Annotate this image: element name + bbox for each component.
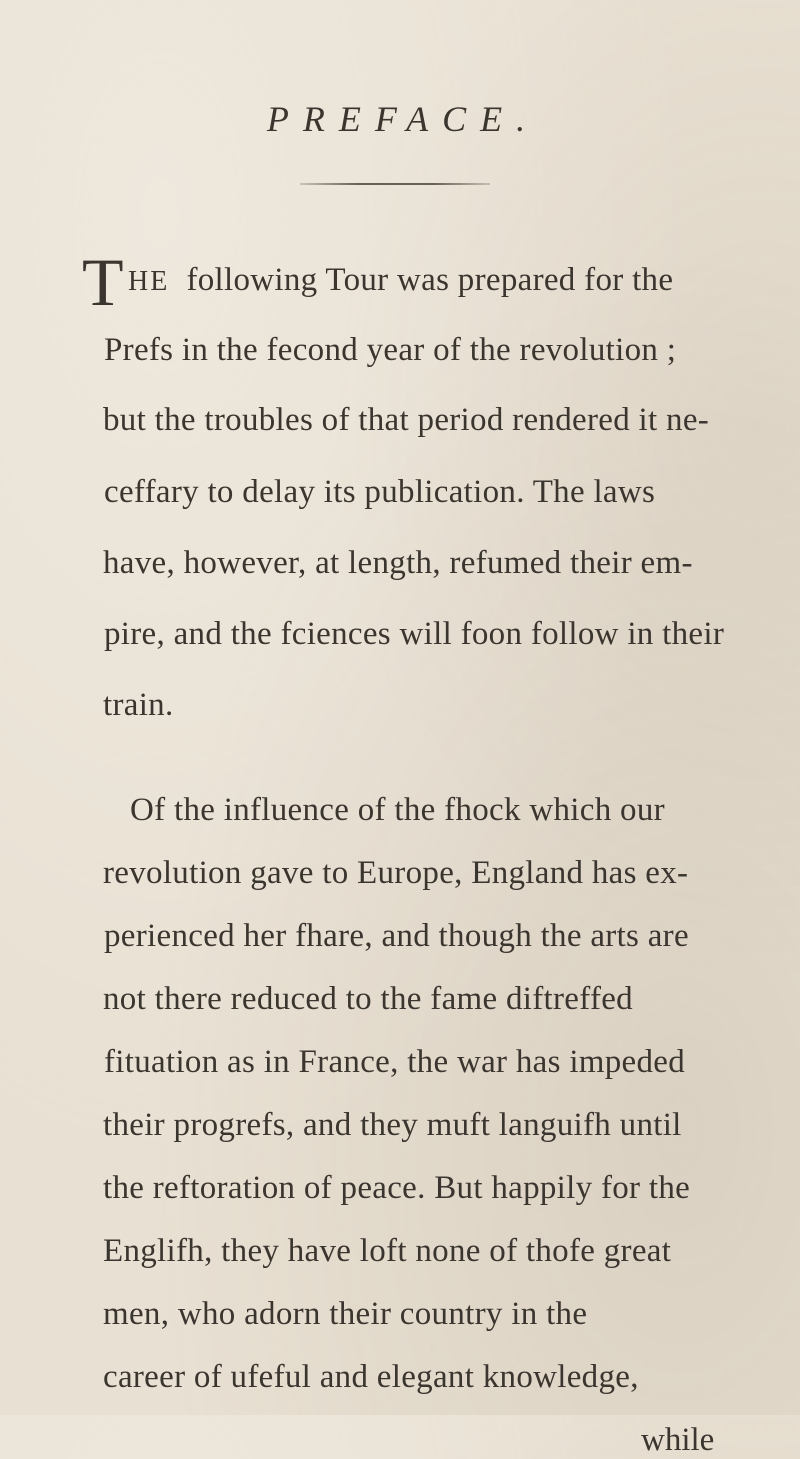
paragraph-2-line-1: Of the influence of the fhock which our <box>130 792 665 828</box>
paragraph-2-line-7: the reftoration of peace. But happily for the <box>103 1170 691 1206</box>
paragraph-2-line-8: Englifh, they have loft none of thofe great <box>103 1233 672 1269</box>
paragraph-1-line-6: pire, and the fciences will foon follow in their <box>104 616 725 652</box>
paragraph-2-line-5: fituation as in France, the war has impeded <box>104 1044 686 1080</box>
paragraph-1-line-3: but the troubles of that period rendered it ne- <box>103 402 710 438</box>
paragraph-2-line-10: career of ufeful and elegant knowledge, <box>103 1359 639 1395</box>
paragraph-1-line-4: ceffary to delay its publication. The laws <box>104 474 656 510</box>
paragraph-2-line-3: perienced her fhare, and though the arts are <box>104 918 689 954</box>
first-word-rest: HE <box>128 266 170 297</box>
paragraph-2-line-4: not there reduced to the fame diftreffed <box>103 981 633 1017</box>
paragraph-2-line-2: revolution gave to Europe, England has ex- <box>103 855 689 891</box>
paragraph-1-line-2: Prefs in the fecond year of the revolution ; <box>104 332 677 368</box>
paragraph-1-line-7: train. <box>103 687 174 723</box>
drop-cap: T <box>82 244 124 320</box>
paragraph-1-line-1 <box>128 262 673 299</box>
catchword: while <box>641 1422 715 1458</box>
line-text: following Tour was prepared for the <box>186 262 674 298</box>
paragraph-2-line-6: their progrefs, and they muft languifh until <box>103 1107 682 1143</box>
heading-rule <box>300 183 490 185</box>
page-heading: PREFACE. <box>266 99 540 139</box>
paragraph-1-line-5: have, however, at length, refumed their em- <box>103 545 693 581</box>
paragraph-2-line-9: men, who adorn their country in the <box>103 1296 588 1332</box>
